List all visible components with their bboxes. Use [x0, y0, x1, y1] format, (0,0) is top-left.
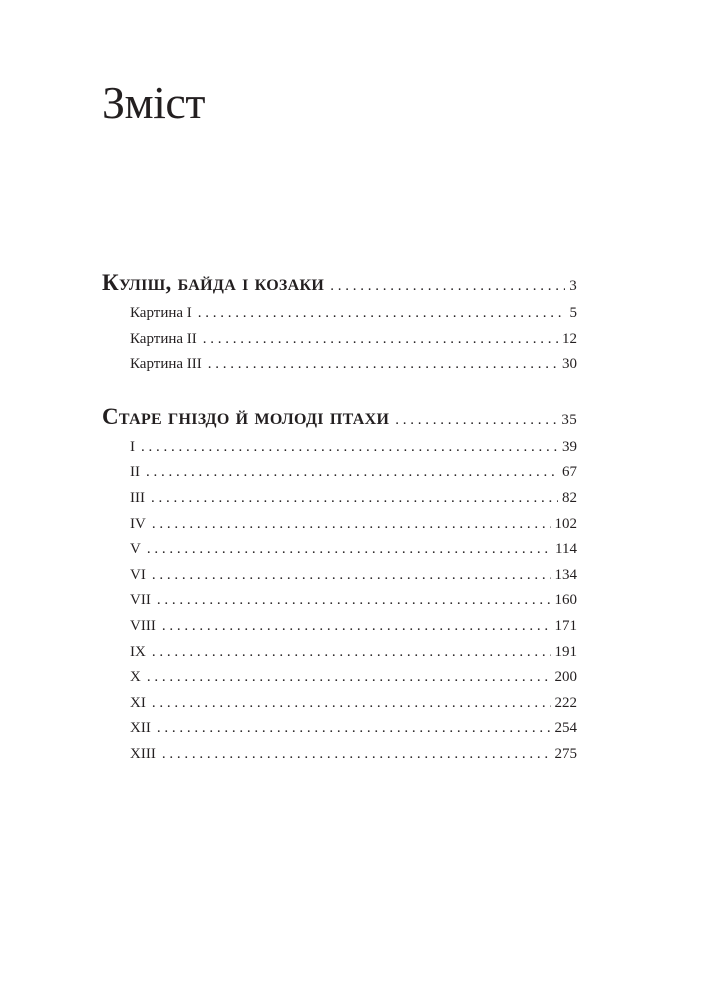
page-number: 160 [554, 592, 577, 609]
toc-entry[interactable] [102, 614, 577, 640]
entry-label: VI [130, 566, 146, 583]
dot-leader [203, 327, 558, 353]
dot-leader [152, 691, 551, 717]
toc-entry[interactable] [102, 512, 577, 538]
section-title: Куліш, байда і козаки [102, 270, 325, 295]
table-of-contents [102, 268, 577, 768]
dot-leader [162, 742, 551, 768]
toc-entry[interactable] [102, 691, 577, 717]
entry-label: X [130, 669, 141, 686]
entry-label: XIII [130, 745, 156, 762]
toc-entry[interactable] [102, 460, 577, 486]
toc-section-heading[interactable] [102, 402, 577, 435]
dot-leader [157, 588, 551, 614]
entry-label: IX [130, 643, 146, 660]
entry-label: I [130, 438, 135, 455]
entry-label: V [130, 541, 141, 558]
page-number: 35 [561, 411, 577, 428]
toc-entry[interactable] [102, 301, 577, 327]
entry-label: XII [130, 720, 151, 737]
toc-section-2 [102, 402, 577, 768]
page-number: 275 [554, 745, 577, 762]
toc-entry[interactable] [102, 327, 577, 353]
page-number: 5 [569, 305, 577, 321]
dot-leader [395, 405, 557, 435]
dot-leader [152, 512, 551, 538]
page-number: 82 [562, 489, 577, 506]
entry-label: XI [130, 694, 146, 711]
dot-leader [152, 640, 551, 666]
entry-label: VII [130, 592, 151, 609]
page-number: 30 [562, 356, 577, 373]
dot-leader [152, 563, 551, 589]
page-title: Зміст [102, 77, 205, 128]
dot-leader [146, 460, 558, 486]
dot-leader [162, 614, 551, 640]
dot-leader [151, 486, 558, 512]
toc-section-heading[interactable] [102, 268, 577, 301]
toc-entry[interactable] [102, 486, 577, 512]
toc-entry[interactable] [102, 665, 577, 691]
page-number: 102 [554, 515, 577, 532]
dot-leader [157, 716, 551, 742]
dot-leader [141, 435, 558, 461]
entry-label: IV [130, 515, 146, 532]
section-title: Старе гніздо й молоді птахи [102, 403, 390, 429]
page-number: 12 [562, 330, 577, 347]
entry-label: VIII [130, 617, 156, 634]
toc-entry[interactable] [102, 537, 577, 563]
toc-entry[interactable] [102, 640, 577, 666]
dot-leader [147, 537, 551, 563]
page-number: 191 [554, 643, 577, 660]
entry-label: II [130, 464, 140, 481]
page-number: 114 [555, 541, 577, 558]
dot-leader [330, 271, 565, 301]
page-number: 222 [554, 694, 577, 711]
entry-label: Картина I [130, 305, 192, 321]
page-number: 3 [569, 278, 577, 294]
dot-leader [147, 665, 551, 691]
page-number: 134 [554, 566, 577, 583]
toc-section-1 [102, 268, 577, 378]
page-number: 67 [562, 464, 577, 481]
page-number: 254 [554, 720, 577, 737]
dot-leader [208, 352, 558, 378]
toc-entry[interactable] [102, 742, 577, 768]
page-number: 171 [554, 617, 577, 634]
page-number: 39 [562, 438, 577, 455]
entry-label: Картина II [130, 330, 197, 347]
toc-entry[interactable] [102, 588, 577, 614]
dot-leader [198, 301, 566, 327]
entry-label: III [130, 489, 145, 506]
toc-entry[interactable] [102, 716, 577, 742]
toc-entry[interactable] [102, 435, 577, 461]
entry-label: Картина III [130, 356, 202, 373]
page-number: 200 [554, 669, 577, 686]
toc-entry[interactable] [102, 352, 577, 378]
toc-entry[interactable] [102, 563, 577, 589]
